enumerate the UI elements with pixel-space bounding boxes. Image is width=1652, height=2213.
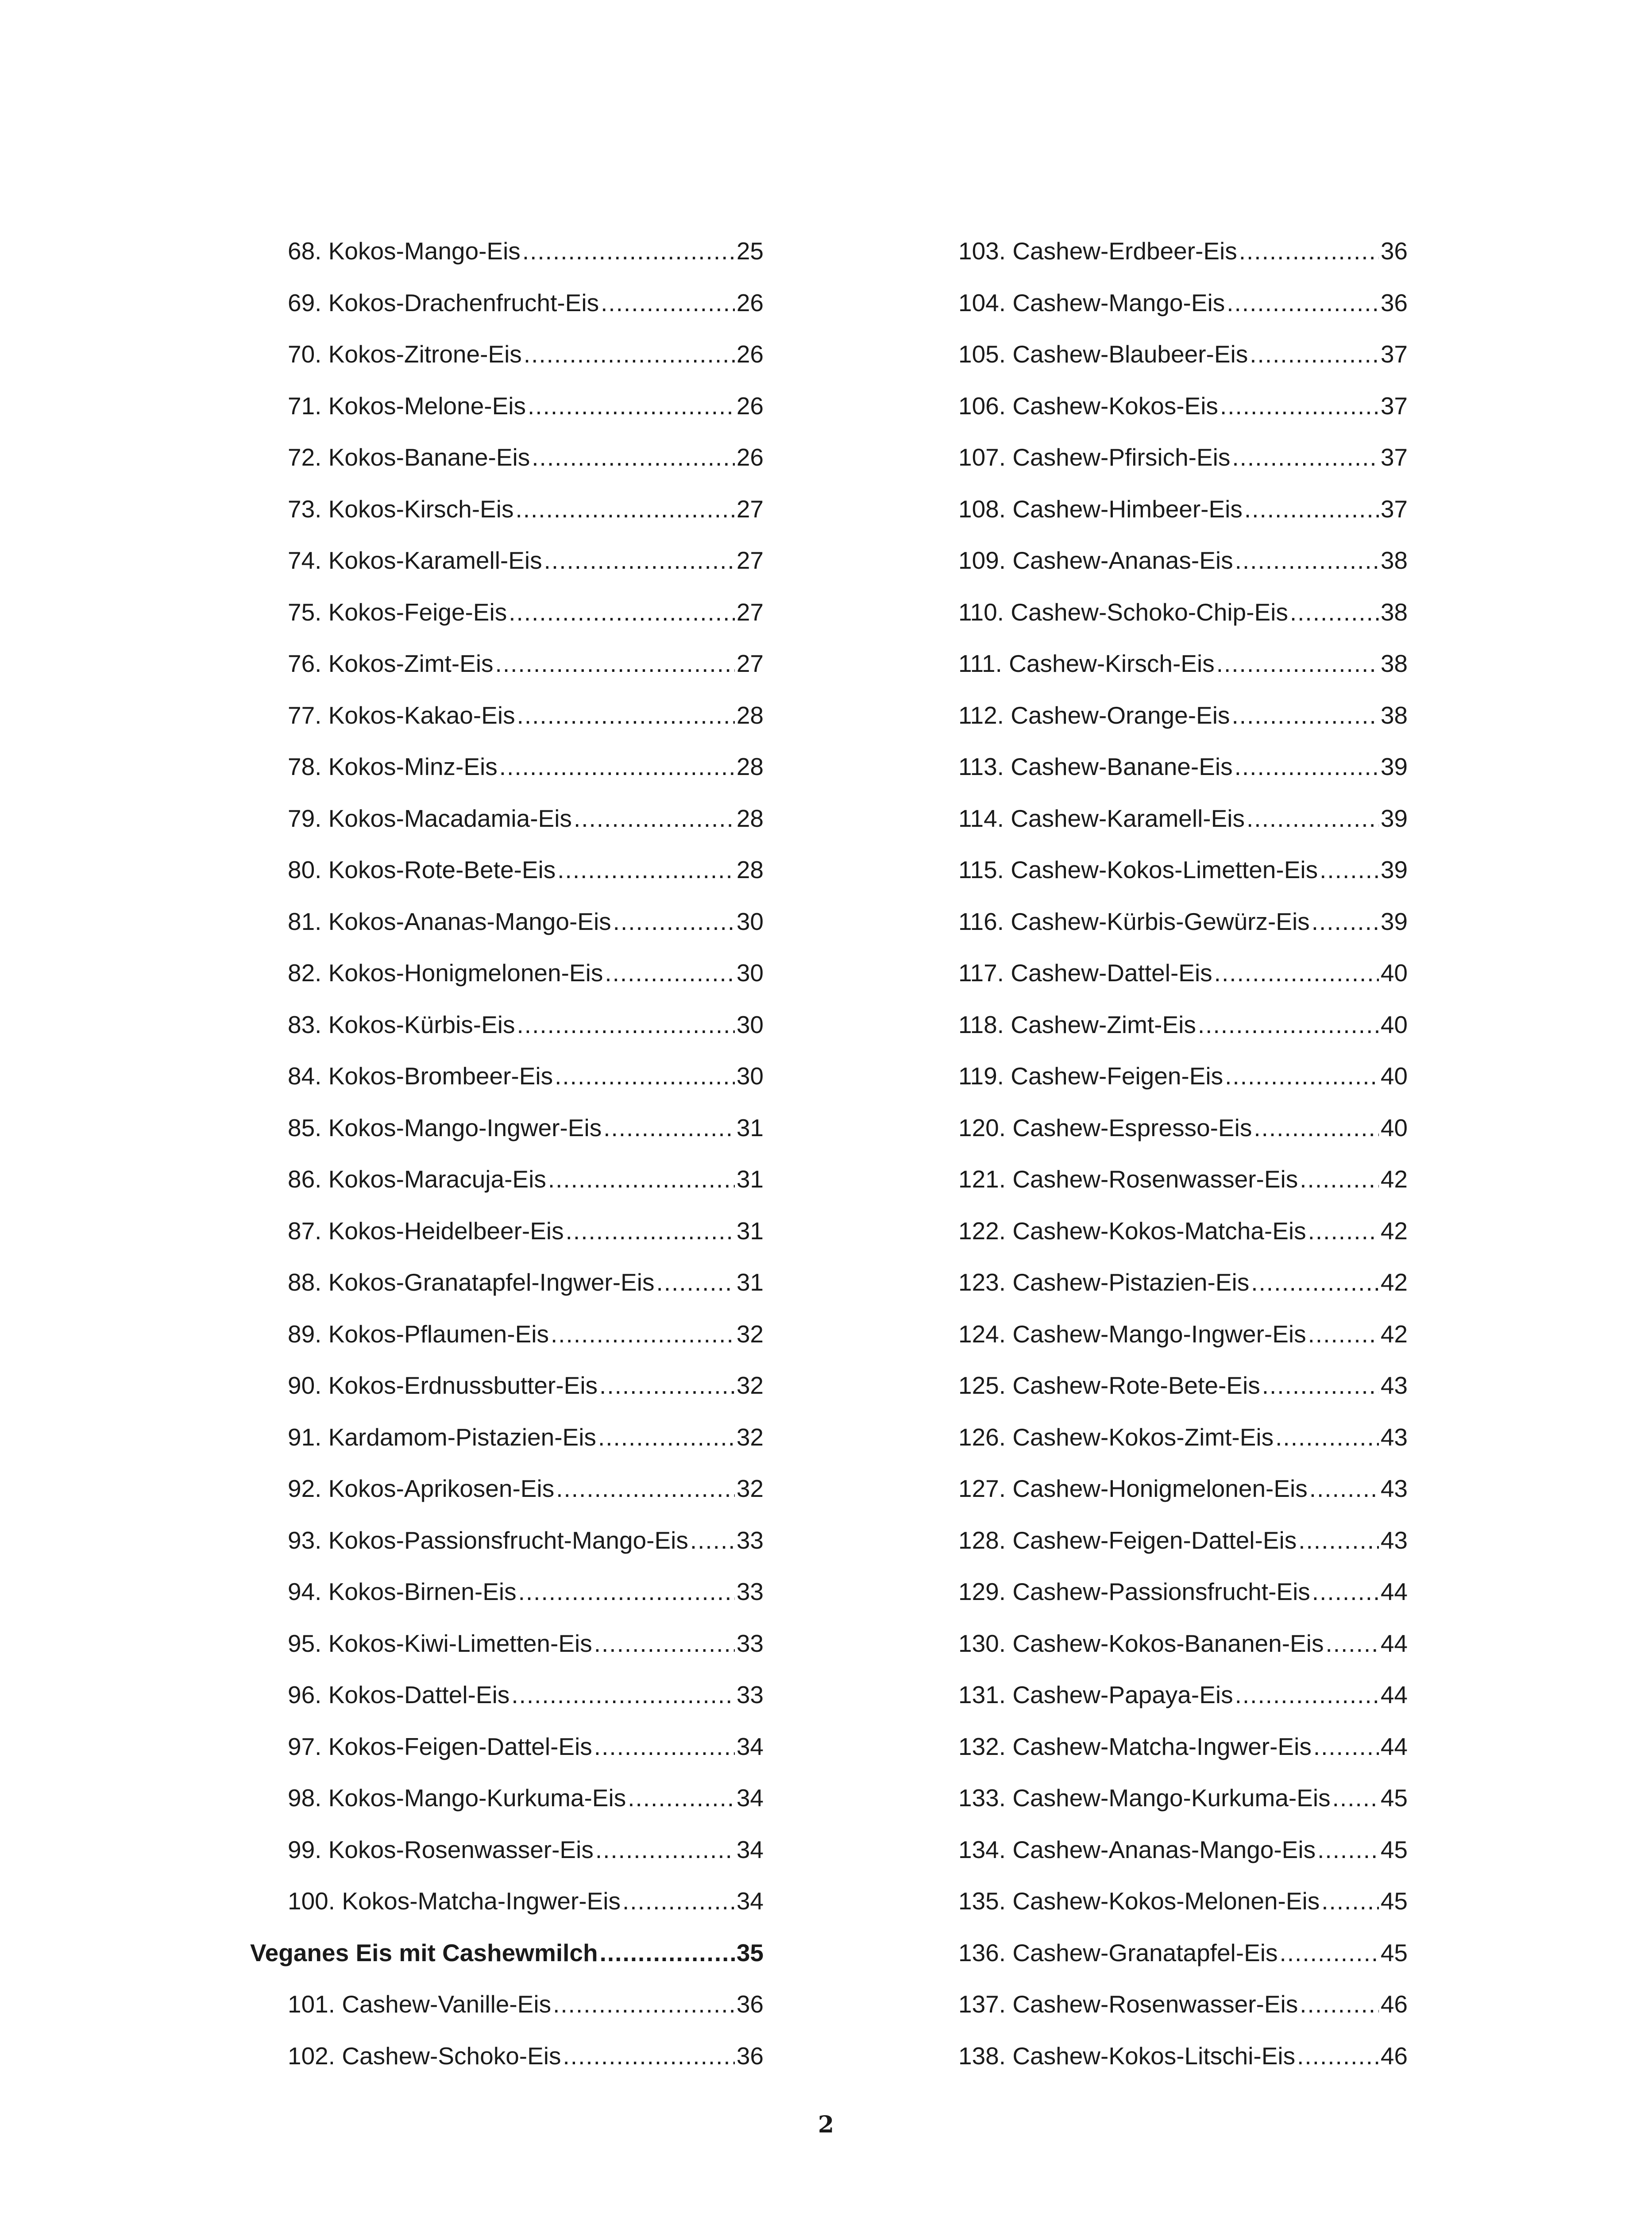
dot-leader <box>1254 1110 1378 1145</box>
dot-leader <box>1250 337 1379 371</box>
toc-entry-title: 76. Kokos-Zimt-Eis <box>288 650 494 677</box>
toc-entry[interactable] <box>921 1523 1408 1575</box>
toc-entry[interactable] <box>921 1626 1408 1678</box>
toc-entry-page: 25 <box>736 237 764 265</box>
dot-leader <box>1235 543 1379 578</box>
dot-leader <box>1232 440 1378 474</box>
dot-leader <box>656 1265 734 1299</box>
toc-entry[interactable] <box>250 852 764 904</box>
dot-leader <box>601 285 735 320</box>
toc-entry-title: 113. Cashew-Banane-Eis <box>958 753 1233 780</box>
toc-entry[interactable] <box>921 1884 1408 1935</box>
toc-entry[interactable] <box>250 1884 764 1935</box>
toc-entry-title: 72. Kokos-Banane-Eis <box>288 443 530 471</box>
toc-entry[interactable] <box>250 749 764 801</box>
toc-entry[interactable] <box>250 440 764 492</box>
dot-leader <box>1235 1677 1379 1712</box>
toc-entry-page: 30 <box>736 1010 764 1038</box>
dot-leader <box>555 1059 735 1093</box>
toc-entry[interactable] <box>921 1265 1408 1317</box>
dot-leader <box>1312 1574 1379 1609</box>
toc-entry-page: 44 <box>1380 1681 1408 1708</box>
toc-entry[interactable] <box>921 749 1408 801</box>
toc-entry[interactable] <box>250 595 764 647</box>
toc-entry-title: 92. Kokos-Aprikosen-Eis <box>288 1475 555 1502</box>
dot-leader <box>594 1626 735 1661</box>
toc-entry-title: 88. Kokos-Granatapfel-Ingwer-Eis <box>288 1268 655 1296</box>
toc-entry[interactable] <box>921 1110 1408 1162</box>
dot-leader <box>553 1987 735 2021</box>
toc-entry[interactable] <box>921 646 1408 698</box>
toc-entry-title: 70. Kokos-Zitrone-Eis <box>288 340 522 368</box>
toc-entry-page: 43 <box>1380 1372 1408 1399</box>
toc-entry-page: 33 <box>736 1578 764 1605</box>
toc-entry-page: 42 <box>1380 1320 1408 1348</box>
toc-entry[interactable] <box>250 1626 764 1678</box>
dot-leader <box>1332 1781 1379 1815</box>
toc-entry-title: 112. Cashew-Orange-Eis <box>958 701 1230 729</box>
toc-entry-title: 83. Kokos-Kürbis-Eis <box>288 1010 515 1038</box>
toc-entry[interactable] <box>921 852 1408 904</box>
dot-leader <box>1235 749 1379 784</box>
toc-entry[interactable] <box>921 1420 1408 1472</box>
toc-entry[interactable] <box>921 1677 1408 1729</box>
dot-leader <box>600 1935 735 1970</box>
dot-leader <box>1309 1471 1379 1506</box>
toc-entry-title: 91. Kardamom-Pistazien-Eis <box>288 1423 596 1451</box>
toc-entry-title: 135. Cashew-Kokos-Melonen-Eis <box>958 1887 1320 1915</box>
toc-entry[interactable] <box>921 234 1408 285</box>
toc-entry-page: 38 <box>1380 547 1408 574</box>
toc-entry-page: 45 <box>1380 1784 1408 1812</box>
toc-entry-title: 134. Cashew-Ananas-Mango-Eis <box>958 1835 1316 1863</box>
dot-leader <box>1275 1420 1379 1454</box>
toc-entry-page: 43 <box>1380 1526 1408 1554</box>
dot-leader <box>556 1471 735 1506</box>
toc-entry[interactable] <box>250 389 764 440</box>
toc-entry[interactable] <box>250 2039 764 2090</box>
toc-entry-title: 108. Cashew-Himbeer-Eis <box>958 495 1243 523</box>
toc-entry[interactable] <box>921 389 1408 440</box>
toc-entry-title: 117. Cashew-Dattel-Eis <box>958 959 1212 987</box>
dot-leader <box>622 1884 735 1918</box>
toc-entry-page: 42 <box>1380 1268 1408 1296</box>
toc-entry-page: 30 <box>736 907 764 935</box>
toc-entry-page: 34 <box>736 1887 764 1915</box>
toc-entry-title: 127. Cashew-Honigmelonen-Eis <box>958 1475 1308 1502</box>
toc-entry-title: 137. Cashew-Rosenwasser-Eis <box>958 1990 1298 2018</box>
dot-leader <box>566 1214 735 1248</box>
toc-entry-title: 96. Kokos-Dattel-Eis <box>288 1681 510 1708</box>
toc-section-heading[interactable] <box>250 1935 764 1987</box>
toc-entry-title: 75. Kokos-Feige-Eis <box>288 598 507 626</box>
dot-leader <box>594 1729 735 1764</box>
dot-leader <box>613 904 735 939</box>
dot-leader <box>1220 389 1379 423</box>
dot-leader <box>518 1574 735 1609</box>
toc-entry-title: 99. Kokos-Rosenwasser-Eis <box>288 1835 594 1863</box>
toc-entry-title: 86. Kokos-Maracuja-Eis <box>288 1165 546 1193</box>
toc-entry-title: 90. Kokos-Erdnussbutter-Eis <box>288 1372 598 1399</box>
dot-leader <box>1298 1523 1379 1558</box>
toc-entry-page: 44 <box>1380 1578 1408 1605</box>
toc-entry[interactable] <box>921 1935 1408 1987</box>
toc-entry[interactable] <box>250 1471 764 1523</box>
toc-entry[interactable] <box>921 956 1408 1007</box>
toc-entry[interactable] <box>250 1110 764 1162</box>
toc-entry[interactable] <box>921 1729 1408 1781</box>
toc-entry[interactable] <box>921 698 1408 750</box>
toc-entry[interactable] <box>250 1214 764 1265</box>
toc-entry-page: 32 <box>736 1475 764 1502</box>
dot-leader <box>524 337 735 371</box>
toc-entry-page: 43 <box>1380 1475 1408 1502</box>
dot-leader <box>628 1781 735 1815</box>
dot-leader <box>1325 1626 1378 1661</box>
toc-entry[interactable] <box>250 492 764 544</box>
toc-entry-title: 68. Kokos-Mango-Eis <box>288 237 521 265</box>
dot-leader <box>515 492 734 526</box>
toc-entry-page: 37 <box>1380 392 1408 420</box>
toc-entry-page: 27 <box>736 598 764 626</box>
dot-leader <box>532 440 735 474</box>
toc-entry[interactable] <box>921 2039 1408 2090</box>
dot-leader <box>551 1317 735 1351</box>
toc-entry-page: 40 <box>1380 1114 1408 1141</box>
toc-entry-page: 40 <box>1380 959 1408 987</box>
toc-entry-page: 33 <box>736 1681 764 1708</box>
toc-entry-title: 93. Kokos-Passionsfrucht-Mango-Eis <box>288 1526 688 1554</box>
toc-entry[interactable] <box>921 492 1408 544</box>
toc-entry-title: 97. Kokos-Feigen-Dattel-Eis <box>288 1732 592 1760</box>
toc-entry-page: 27 <box>736 495 764 523</box>
dot-leader <box>1251 1265 1379 1299</box>
toc-entry-page: 36 <box>1380 289 1408 316</box>
toc-entry-title: 78. Kokos-Minz-Eis <box>288 753 498 780</box>
toc-entry-title: 107. Cashew-Pfirsich-Eis <box>958 443 1231 471</box>
toc-entry[interactable] <box>250 1781 764 1832</box>
dot-leader <box>557 852 735 887</box>
dot-leader <box>1320 852 1379 887</box>
toc-entry-page: 31 <box>736 1268 764 1296</box>
toc-column-left <box>250 234 764 2090</box>
dot-leader <box>574 801 735 836</box>
toc-entry-page: 26 <box>736 289 764 316</box>
toc-entry[interactable] <box>250 1007 764 1059</box>
toc-entry-page: 37 <box>1380 495 1408 523</box>
toc-entry[interactable] <box>250 1368 764 1420</box>
dot-leader <box>598 1420 735 1454</box>
dot-leader <box>1290 595 1379 629</box>
toc-entry-title: 102. Cashew-Schoko-Eis <box>288 2042 561 2070</box>
toc-entry[interactable] <box>250 1987 764 2039</box>
toc-entry-title: 119. Cashew-Feigen-Eis <box>958 1062 1224 1090</box>
dot-leader <box>595 1832 735 1867</box>
dot-leader <box>548 1162 735 1196</box>
toc-entry-title: 82. Kokos-Honigmelonen-Eis <box>288 959 603 987</box>
toc-entry-page: 27 <box>736 547 764 574</box>
toc-entry-title: Veganes Eis mit Cashewmilch <box>250 1939 598 1966</box>
dot-leader <box>544 543 735 578</box>
toc-entry-page: 37 <box>1380 443 1408 471</box>
toc-entry-page: 33 <box>736 1526 764 1554</box>
toc-entry[interactable] <box>250 543 764 595</box>
dot-leader <box>1214 956 1379 990</box>
toc-entry-page: 34 <box>736 1835 764 1863</box>
toc-entry-title: 133. Cashew-Mango-Kurkuma-Eis <box>958 1784 1331 1812</box>
toc-entry-title: 136. Cashew-Granatapfel-Eis <box>958 1939 1278 1966</box>
toc-entry-page: 36 <box>736 1990 764 2018</box>
toc-entry[interactable] <box>921 440 1408 492</box>
toc-entry[interactable] <box>250 1059 764 1110</box>
toc-entry-page: 38 <box>1380 650 1408 677</box>
toc-entry[interactable] <box>921 1987 1408 2039</box>
toc-entry-page: 28 <box>736 804 764 832</box>
toc-entry-page: 26 <box>736 443 764 471</box>
toc-entry[interactable] <box>250 698 764 750</box>
toc-entry-page: 43 <box>1380 1423 1408 1451</box>
toc-entry[interactable] <box>921 1471 1408 1523</box>
toc-entry-page: 33 <box>736 1629 764 1657</box>
toc-entry[interactable] <box>921 1574 1408 1626</box>
toc-entry-page: 26 <box>736 340 764 368</box>
dot-leader <box>563 2039 735 2073</box>
dot-leader <box>511 1677 735 1712</box>
toc-entry-title: 80. Kokos-Rote-Bete-Eis <box>288 856 556 883</box>
toc-entry[interactable] <box>921 904 1408 956</box>
toc-entry[interactable] <box>921 1781 1408 1832</box>
toc-entry-title: 115. Cashew-Kokos-Limetten-Eis <box>958 856 1318 883</box>
toc-entry-title: 85. Kokos-Mango-Ingwer-Eis <box>288 1114 602 1141</box>
toc-entry[interactable] <box>921 595 1408 647</box>
toc-entry[interactable] <box>250 1832 764 1884</box>
toc-entry-title: 95. Kokos-Kiwi-Limetten-Eis <box>288 1629 592 1657</box>
toc-entry-title: 73. Kokos-Kirsch-Eis <box>288 495 514 523</box>
toc-column-right <box>921 234 1408 2090</box>
toc-entry-page: 46 <box>1380 1990 1408 2018</box>
toc-entry-title: 116. Cashew-Kürbis-Gewürz-Eis <box>958 907 1310 935</box>
dot-leader <box>1308 1214 1379 1248</box>
toc-entry[interactable] <box>250 646 764 698</box>
toc-entry[interactable] <box>921 1317 1408 1369</box>
toc-entry[interactable] <box>250 1317 764 1369</box>
dot-leader <box>1321 1884 1379 1918</box>
toc-entry-page: 28 <box>736 701 764 729</box>
toc-entry[interactable] <box>250 1162 764 1214</box>
toc-entry-page: 45 <box>1380 1939 1408 1966</box>
toc-entry-title: 130. Cashew-Kokos-Bananen-Eis <box>958 1629 1324 1657</box>
toc-entry-title: 79. Kokos-Macadamia-Eis <box>288 804 572 832</box>
toc-entry-title: 74. Kokos-Karamell-Eis <box>288 547 542 574</box>
toc-entry-page: 42 <box>1380 1217 1408 1245</box>
toc-entry-title: 126. Cashew-Kokos-Zimt-Eis <box>958 1423 1274 1451</box>
toc-entry-title: 111. Cashew-Kirsch-Eis <box>958 650 1215 677</box>
dot-leader <box>509 595 735 629</box>
toc-entry-title: 105. Cashew-Blaubeer-Eis <box>958 340 1248 368</box>
toc-entry[interactable] <box>921 1162 1408 1214</box>
toc-entry-page: 39 <box>1380 907 1408 935</box>
toc-entry-title: 128. Cashew-Feigen-Dattel-Eis <box>958 1526 1297 1554</box>
toc-entry-page: 39 <box>1380 804 1408 832</box>
dot-leader <box>605 956 734 990</box>
dot-leader <box>599 1368 735 1403</box>
toc-entry[interactable] <box>250 234 764 285</box>
toc-entry-page: 31 <box>736 1114 764 1141</box>
toc-entry[interactable] <box>250 337 764 389</box>
dot-leader <box>1239 234 1379 268</box>
toc-entry-page: 34 <box>736 1784 764 1812</box>
toc-entry-title: 110. Cashew-Schoko-Chip-Eis <box>958 598 1288 626</box>
toc-entry-page: 34 <box>736 1732 764 1760</box>
toc-entry[interactable] <box>921 1368 1408 1420</box>
toc-entry-title: 121. Cashew-Rosenwasser-Eis <box>958 1165 1298 1193</box>
toc-entry-title: 89. Kokos-Pflaumen-Eis <box>288 1320 549 1348</box>
dot-leader <box>1262 1368 1379 1403</box>
toc-entry-title: 123. Cashew-Pistazien-Eis <box>958 1268 1250 1296</box>
toc-entry[interactable] <box>921 801 1408 853</box>
dot-leader <box>1279 1935 1378 1970</box>
page-number: 2 <box>818 2111 834 2138</box>
dot-leader <box>1300 1987 1379 2021</box>
toc-entry-page: 38 <box>1380 598 1408 626</box>
dot-leader <box>517 1007 735 1042</box>
toc-entry-title: 100. Kokos-Matcha-Ingwer-Eis <box>288 1887 621 1915</box>
toc-entry[interactable] <box>250 285 764 337</box>
toc-entry-title: 94. Kokos-Birnen-Eis <box>288 1578 517 1605</box>
toc-entry[interactable] <box>921 285 1408 337</box>
toc-entry-title: 71. Kokos-Melone-Eis <box>288 392 526 420</box>
toc-entry-title: 114. Cashew-Karamell-Eis <box>958 804 1245 832</box>
toc-entry[interactable] <box>250 1523 764 1575</box>
toc-entry-title: 103. Cashew-Erdbeer-Eis <box>958 237 1237 265</box>
dot-leader <box>690 1523 735 1558</box>
dot-leader <box>1312 904 1379 939</box>
toc-entry-title: 77. Kokos-Kakao-Eis <box>288 701 515 729</box>
toc-entry-title: 132. Cashew-Matcha-Ingwer-Eis <box>958 1732 1312 1760</box>
toc-entry-page: 30 <box>736 959 764 987</box>
dot-leader <box>1297 2039 1379 2073</box>
toc-entry-page: 32 <box>736 1372 764 1399</box>
dot-leader <box>1231 698 1378 733</box>
dot-leader <box>1227 285 1379 320</box>
toc-entry-title: 122. Cashew-Kokos-Matcha-Eis <box>958 1217 1306 1245</box>
toc-entry-title: 98. Kokos-Mango-Kurkuma-Eis <box>288 1784 626 1812</box>
dot-leader <box>528 389 735 423</box>
toc-entry-title: 84. Kokos-Brombeer-Eis <box>288 1062 553 1090</box>
toc-entry[interactable] <box>250 956 764 1007</box>
toc-entry-page: 45 <box>1380 1887 1408 1915</box>
toc-entry-page: 40 <box>1380 1010 1408 1038</box>
toc-entry-page: 38 <box>1380 701 1408 729</box>
toc-entry[interactable] <box>921 1214 1408 1265</box>
toc-entry-page: 28 <box>736 856 764 883</box>
toc-entry-page: 28 <box>736 753 764 780</box>
toc-entry-title: 81. Kokos-Ananas-Mango-Eis <box>288 907 611 935</box>
toc-entry-page: 45 <box>1380 1835 1408 1863</box>
toc-entry-page: 31 <box>736 1165 764 1193</box>
dot-leader <box>1198 1007 1379 1042</box>
toc-entry-page: 46 <box>1380 2042 1408 2070</box>
toc-entry[interactable] <box>921 1007 1408 1059</box>
dot-leader <box>1247 801 1379 836</box>
toc-entry-page: 26 <box>736 392 764 420</box>
toc-entry-title: 118. Cashew-Zimt-Eis <box>958 1010 1196 1038</box>
toc-entry-title: 129. Cashew-Passionsfrucht-Eis <box>958 1578 1310 1605</box>
dot-leader <box>522 234 735 268</box>
dot-leader <box>517 698 735 733</box>
toc-entry-title: 87. Kokos-Heidelbeer-Eis <box>288 1217 564 1245</box>
toc-entry-page: 32 <box>736 1320 764 1348</box>
toc-entry-page: 27 <box>736 650 764 677</box>
toc-entry-title: 69. Kokos-Drachenfrucht-Eis <box>288 289 599 316</box>
toc-entry[interactable] <box>921 543 1408 595</box>
dot-leader <box>603 1110 735 1145</box>
toc-entry-page: 39 <box>1380 753 1408 780</box>
toc-entry-page: 36 <box>1380 237 1408 265</box>
toc-entry-page: 44 <box>1380 1629 1408 1657</box>
toc-entry-page: 37 <box>1380 340 1408 368</box>
dot-leader <box>1313 1729 1379 1764</box>
dot-leader <box>1300 1162 1379 1196</box>
toc-entry-title: 104. Cashew-Mango-Eis <box>958 289 1225 316</box>
toc-entry[interactable] <box>250 1574 764 1626</box>
toc-entry-title: 106. Cashew-Kokos-Eis <box>958 392 1218 420</box>
toc-entry-title: 125. Cashew-Rote-Bete-Eis <box>958 1372 1260 1399</box>
toc-entry-page: 35 <box>736 1939 764 1966</box>
toc-entry-title: 101. Cashew-Vanille-Eis <box>288 1990 552 2018</box>
toc-entry-title: 138. Cashew-Kokos-Litschi-Eis <box>958 2042 1296 2070</box>
toc-entry-page: 36 <box>736 2042 764 2070</box>
toc-entry-page: 32 <box>736 1423 764 1451</box>
toc-entry-page: 44 <box>1380 1732 1408 1760</box>
dot-leader <box>1317 1832 1379 1867</box>
toc-entry-page: 42 <box>1380 1165 1408 1193</box>
toc-entry[interactable] <box>250 1420 764 1472</box>
toc-entry[interactable] <box>250 801 764 853</box>
toc-entry[interactable] <box>921 337 1408 389</box>
toc-entry[interactable] <box>921 1832 1408 1884</box>
dot-leader <box>495 646 735 681</box>
toc-entry-title: 120. Cashew-Espresso-Eis <box>958 1114 1252 1141</box>
dot-leader <box>499 749 735 784</box>
toc-entry[interactable] <box>921 1059 1408 1110</box>
toc-entry[interactable] <box>250 1677 764 1729</box>
dot-leader <box>1225 1059 1379 1093</box>
toc-entry-page: 31 <box>736 1217 764 1245</box>
toc-entry[interactable] <box>250 1265 764 1317</box>
toc-entry[interactable] <box>250 1729 764 1781</box>
toc-entry-page: 40 <box>1380 1062 1408 1090</box>
toc-entry[interactable] <box>250 904 764 956</box>
toc-entry-title: 124. Cashew-Mango-Ingwer-Eis <box>958 1320 1306 1348</box>
dot-leader <box>1216 646 1379 681</box>
dot-leader <box>1244 492 1379 526</box>
toc-entry-title: 131. Cashew-Papaya-Eis <box>958 1681 1233 1708</box>
dot-leader <box>1308 1317 1379 1351</box>
toc-entry-page: 39 <box>1380 856 1408 883</box>
toc-entry-title: 109. Cashew-Ananas-Eis <box>958 547 1233 574</box>
toc-entry-page: 30 <box>736 1062 764 1090</box>
